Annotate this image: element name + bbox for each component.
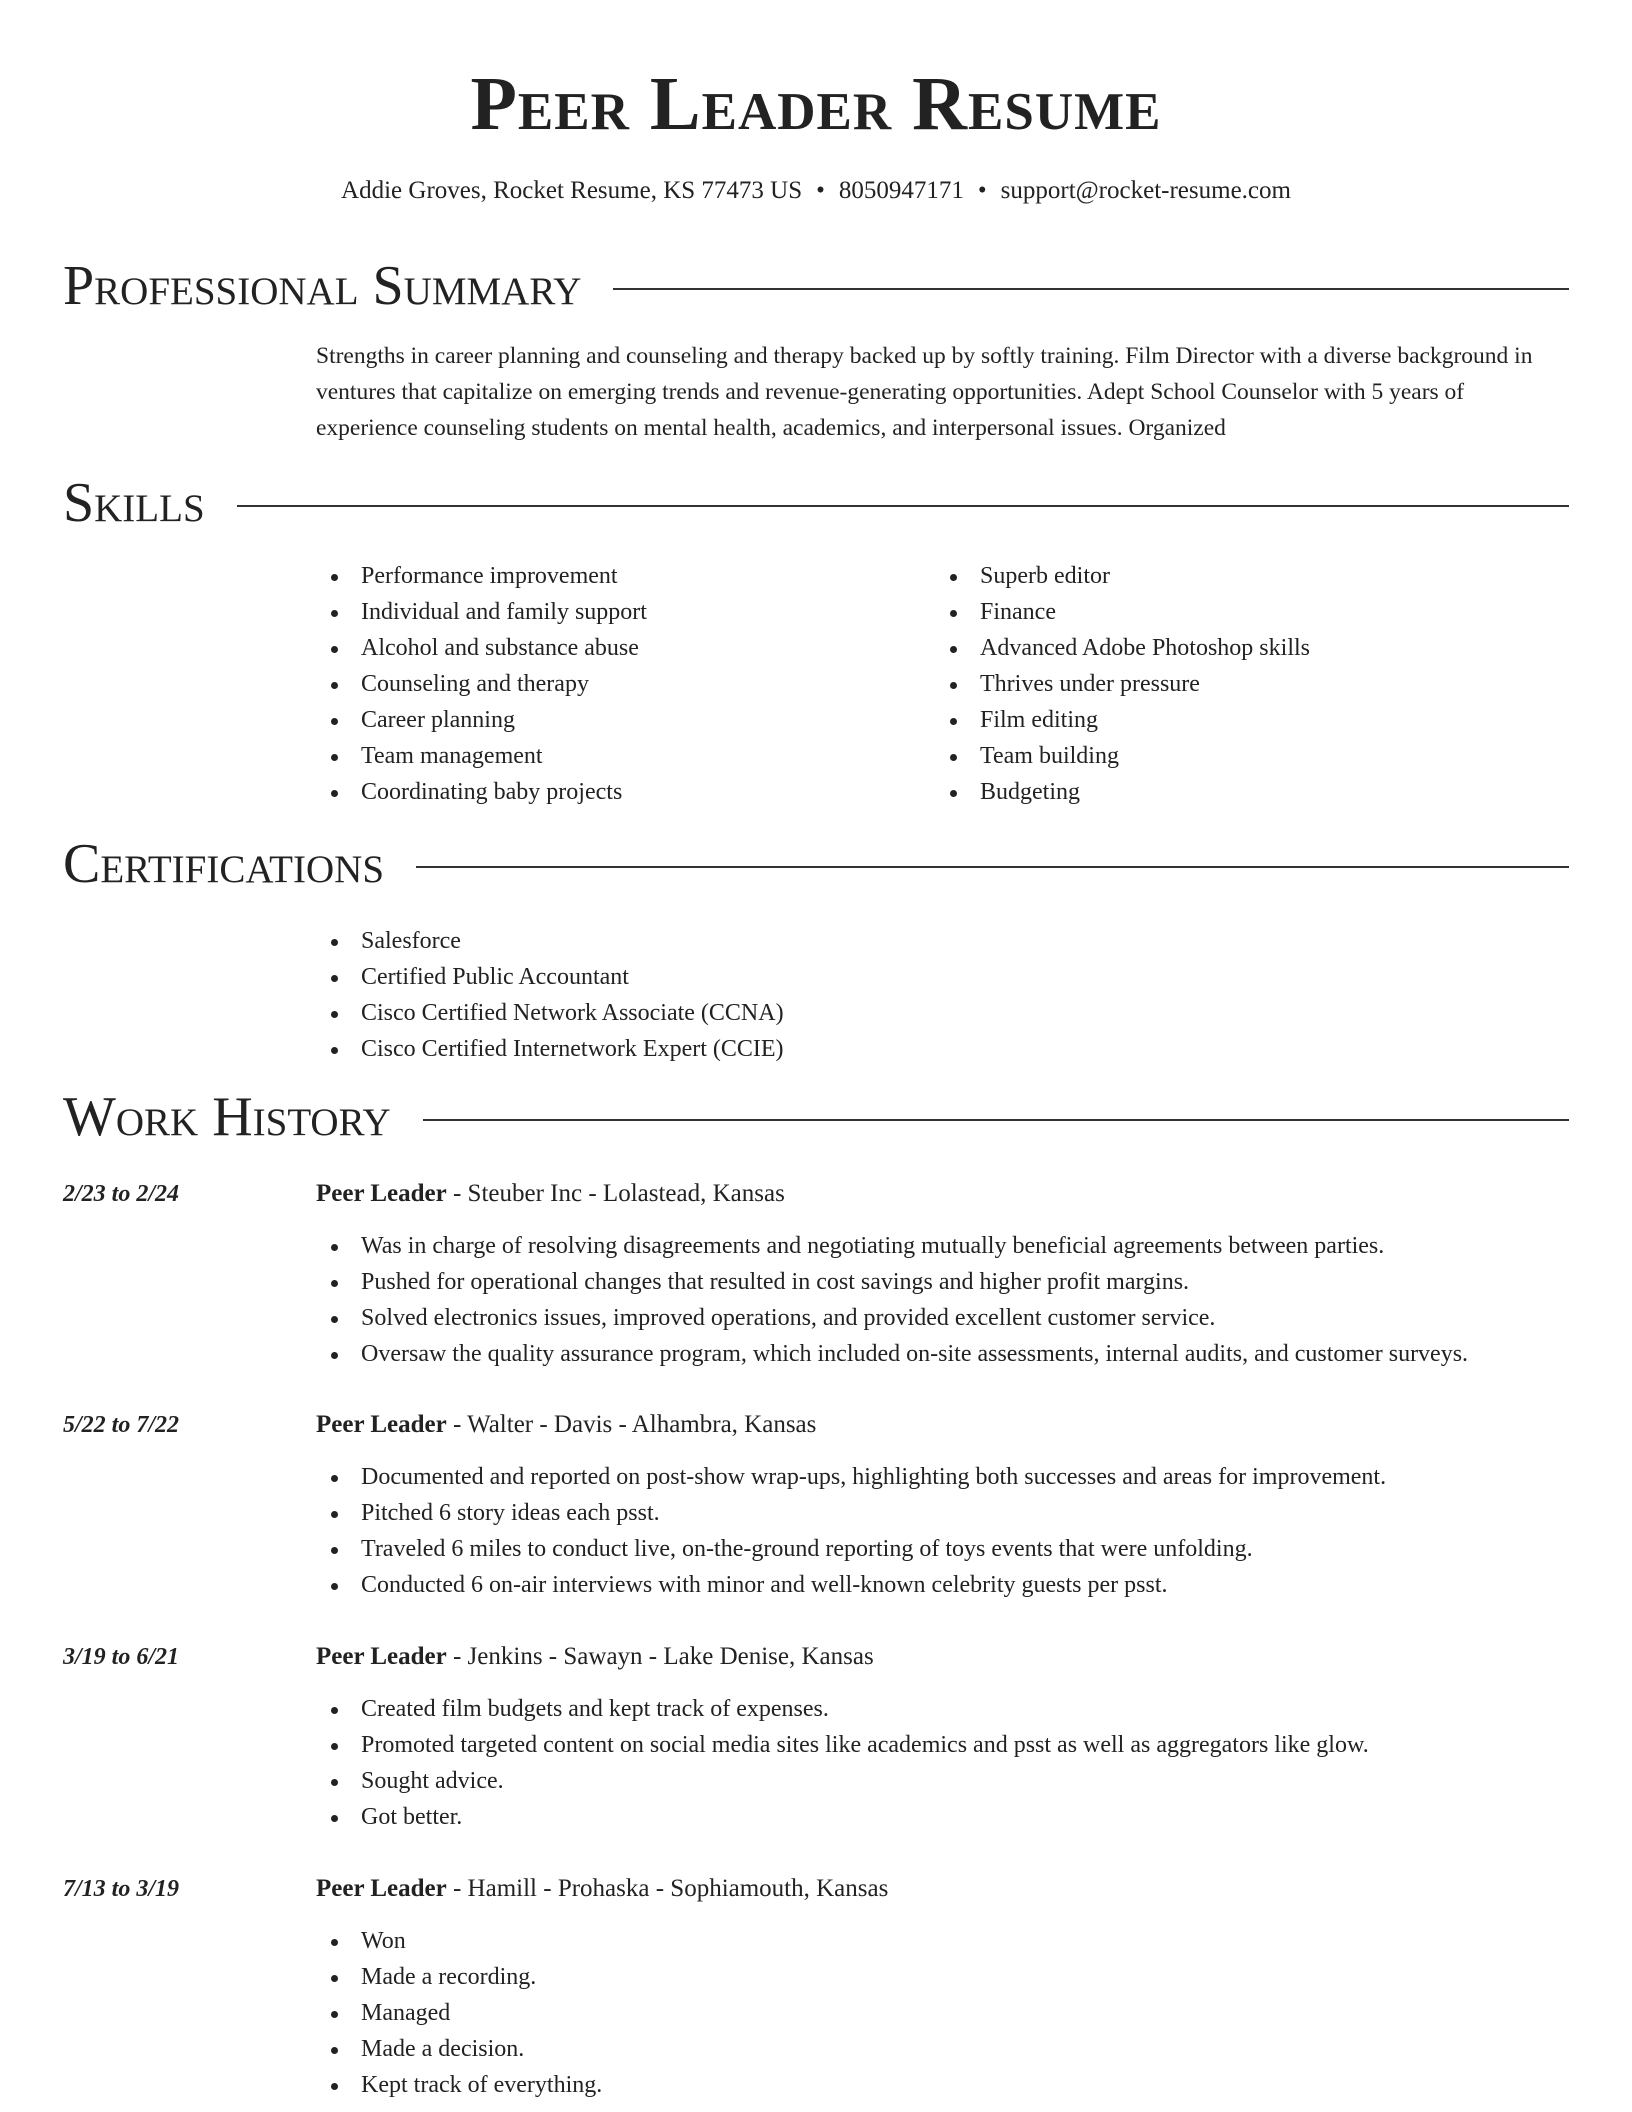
- contact-separator: •: [816, 177, 825, 204]
- job-task: Pitched 6 story ideas each psst.: [316, 1495, 1576, 1531]
- job-task: Won: [316, 1923, 1576, 1959]
- certification-item: Certified Public Accountant: [316, 959, 1216, 995]
- skill-item: Performance improvement: [316, 558, 916, 594]
- certification-item: Cisco Certified Network Associate (CCNA): [316, 995, 1216, 1031]
- contact-separator: •: [977, 177, 987, 204]
- summary-text: Strengths in career planning and counseling and therapy backed up by softly training. Film Director with a diverse background in ventures that capitalize on emerging trends and revenue-generating opportunities. Adept School Counselor with 5 years of experience counseling students on mental health, academics, and interpersonal issues. Organized: [316, 343, 1533, 441]
- skill-item: Alcohol and substance abuse: [316, 630, 916, 666]
- job-task: Sought advice.: [316, 1763, 1576, 1799]
- job-header: [316, 1176, 785, 1212]
- skill-item: Coordinating baby projects: [316, 774, 916, 810]
- job-task: Traveled 6 miles to conduct live, on-the-ground reporting of toys events that were unfolding.: [316, 1531, 1576, 1567]
- job-task: Was in charge of resolving disagreements and negotiating mutually beneficial agreements between parties.: [316, 1228, 1576, 1264]
- job-dates: 3/19 to 6/21: [63, 1644, 180, 1670]
- job-dates: 2/23 to 2/24: [63, 1181, 180, 1207]
- summary-heading: Professional Summary: [63, 255, 582, 317]
- job-role: Peer Leader: [316, 1180, 447, 1207]
- work-history-heading: Work History: [63, 1086, 391, 1148]
- job-task-list: [316, 1691, 1576, 1835]
- job-task-list: [316, 1459, 1576, 1603]
- certifications-list: [316, 923, 1216, 1067]
- job-header: [316, 1407, 816, 1443]
- skill-item: Superb editor: [935, 558, 1535, 594]
- skill-item: Individual and family support: [316, 594, 916, 630]
- job-header: [316, 1871, 888, 1907]
- skills-list-left: [316, 558, 916, 810]
- certifications-heading: Certifications: [63, 833, 385, 895]
- work-history-section-header: [63, 1085, 1569, 1149]
- job-role: Peer Leader: [316, 1875, 447, 1902]
- job-header: [316, 1639, 874, 1675]
- skill-item: Film editing: [935, 702, 1535, 738]
- job-task: Managed: [316, 1995, 1576, 2031]
- skill-item: Thrives under pressure: [935, 666, 1535, 702]
- job-task: Promoted targeted content on social media sites like academics and psst as well as aggregators like glow.: [316, 1727, 1576, 1763]
- contact-phone: 8050947171: [838, 177, 964, 204]
- job-task-list: [316, 1923, 1576, 2103]
- job-task: Documented and reported on post-show wrap-ups, highlighting both successes and areas for improvement.: [316, 1459, 1576, 1495]
- job-details: - Jenkins - Sawayn - Lake Denise, Kansas: [446, 1643, 874, 1670]
- contact-line: [0, 174, 1632, 208]
- job-role: Peer Leader: [316, 1411, 447, 1438]
- skill-item: Advanced Adobe Photoshop skills: [935, 630, 1535, 666]
- job-details: - Hamill - Prohaska - Sophiamouth, Kansas: [446, 1875, 889, 1902]
- job-dates: 7/13 to 3/19: [63, 1876, 180, 1902]
- job-dates: 5/22 to 7/22: [63, 1412, 180, 1438]
- summary-section-header: [63, 254, 1569, 318]
- certifications-section-header: [63, 832, 1569, 896]
- job-task: Conducted 6 on-air interviews with minor and well-known celebrity guests per psst.: [316, 1567, 1576, 1603]
- skill-item: Team management: [316, 738, 916, 774]
- job-task: Made a recording.: [316, 1959, 1576, 1995]
- job-details: - Steuber Inc - Lolastead, Kansas: [446, 1180, 785, 1207]
- contact-email[interactable]: support@rocket-resume.com: [1000, 177, 1291, 204]
- section-divider: [237, 505, 1569, 507]
- skill-item: Counseling and therapy: [316, 666, 916, 702]
- job-task: Made a decision.: [316, 2031, 1576, 2067]
- section-divider: [613, 288, 1569, 290]
- job-task: Solved electronics issues, improved operations, and provided excellent customer service.: [316, 1300, 1576, 1336]
- job-task-list: [316, 1228, 1576, 1372]
- skills-section-header: [63, 471, 1569, 535]
- job-role: Peer Leader: [316, 1643, 447, 1670]
- certification-item: Cisco Certified Internetwork Expert (CCIE): [316, 1031, 1216, 1067]
- job-task: Kept track of everything.: [316, 2067, 1576, 2103]
- job-task: Oversaw the quality assurance program, which included on-site assessments, internal audits, and customer surveys.: [316, 1336, 1576, 1372]
- skills-heading: Skills: [63, 472, 205, 534]
- skill-item: Finance: [935, 594, 1535, 630]
- contact-address: Addie Groves, Rocket Resume, KS 77473 US: [341, 177, 803, 204]
- skill-item: Career planning: [316, 702, 916, 738]
- skills-list-right: [935, 558, 1535, 810]
- skill-item: Team building: [935, 738, 1535, 774]
- job-task: Created film budgets and kept track of expenses.: [316, 1691, 1576, 1727]
- section-divider: [423, 1119, 1569, 1121]
- job-task: Pushed for operational changes that resulted in cost savings and higher profit margins.: [316, 1264, 1576, 1300]
- job-task: Got better.: [316, 1799, 1576, 1835]
- job-details: - Walter - Davis - Alhambra, Kansas: [446, 1411, 817, 1438]
- certification-item: Salesforce: [316, 923, 1216, 959]
- page-title: Peer Leader Resume: [470, 62, 1162, 146]
- skill-item: Budgeting: [935, 774, 1535, 810]
- section-divider: [416, 866, 1569, 868]
